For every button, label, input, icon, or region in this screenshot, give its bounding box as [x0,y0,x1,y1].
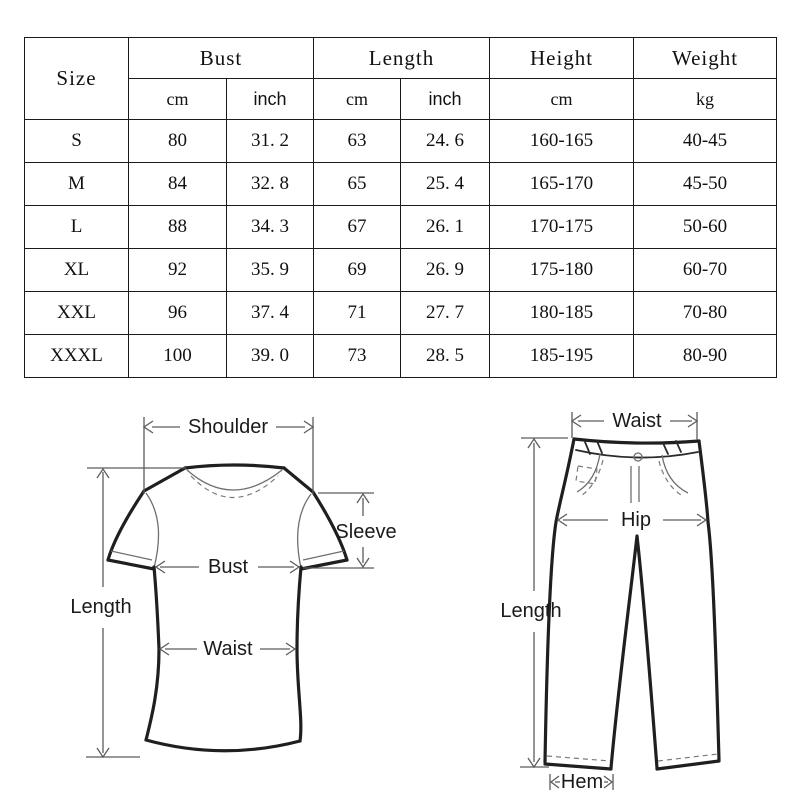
cell-bust-inch: 34. 3 [227,206,314,249]
tshirt-left-cuff [108,560,154,569]
col-header-height: Height [490,38,634,79]
tshirt-waist-label: Waist [203,638,253,660]
pants-left-hem [545,764,611,769]
cell-size: S [25,120,129,163]
cell-weight: 80-90 [634,335,777,378]
unit-header-height-cm: cm [490,79,634,120]
pants-fly-lines [631,466,639,503]
pants-hem-label: Hem [560,771,604,793]
cell-weight: 45-50 [634,163,777,206]
cell-bust-cm: 100 [129,335,227,378]
tshirt-neck-top [185,465,284,468]
cell-length-cm: 73 [314,335,401,378]
tshirt-collar-stitch [191,476,278,498]
cell-weight: 70-80 [634,292,777,335]
table-row-s [25,120,777,163]
tshirt-left-sleeve-outer [108,491,144,560]
cell-bust-cm: 92 [129,249,227,292]
unit-header-weight-kg: kg [634,79,777,120]
col-header-bust: Bust [129,38,314,79]
table-row-l [25,206,777,249]
unit-header-bust-cm: cm [129,79,227,120]
pants-right-hem [657,761,719,769]
tshirt-left-armhole-seam [146,493,159,568]
tshirt-hem [146,740,300,751]
col-header-length: Length [314,38,490,79]
cell-bust-inch: 37. 4 [227,292,314,335]
table-row-m [25,163,777,206]
unit-header-length-inch: inch [401,79,490,120]
tshirt-length-label: Length [70,596,132,618]
cell-length-inch: 27. 7 [401,292,490,335]
cell-bust-cm: 96 [129,292,227,335]
shoulder-arrowhead-left [144,421,153,433]
cell-length-inch: 26. 9 [401,249,490,292]
cell-weight: 60-70 [634,249,777,292]
measurement-diagrams [0,390,800,800]
cell-length-inch: 26. 1 [401,206,490,249]
tshirt-left-shoulder [144,468,185,491]
cell-size: M [25,163,129,206]
tshirt-collar-opening [187,470,282,490]
cell-length-cm: 67 [314,206,401,249]
tshirt-sleeve-label: Sleeve [335,521,397,543]
col-header-weight: Weight [634,38,777,79]
cell-weight: 50-60 [634,206,777,249]
cell-length-cm: 69 [314,249,401,292]
cell-length-cm: 71 [314,292,401,335]
unit-header-length-cm: cm [314,79,401,120]
shoulder-arrowhead-right [304,421,313,433]
cell-bust-cm: 80 [129,120,227,163]
cell-height: 175-180 [490,249,634,292]
pants-waistband-top [574,439,699,443]
size-chart-table [24,37,777,378]
tshirt-right-side [297,567,301,741]
tshirt-right-shoulder [284,468,313,492]
table-row-xl [25,249,777,292]
cell-weight: 40-45 [634,120,777,163]
cell-height: 170-175 [490,206,634,249]
pants-right-pocket [662,455,688,493]
tshirt-shoulder-label: Shoulder [187,416,269,438]
cell-length-inch: 25. 4 [401,163,490,206]
pants-right-outer-seam [699,441,719,760]
pants-right-hem-stitch [658,754,718,761]
cell-bust-inch: 35. 9 [227,249,314,292]
cell-bust-cm: 84 [129,163,227,206]
tshirt-left-cuff-stitch [111,551,152,560]
cell-length-cm: 63 [314,120,401,163]
cell-height: 165-170 [490,163,634,206]
cell-height: 180-185 [490,292,634,335]
tshirt-right-armhole-seam [298,494,311,568]
pants-inner-seams [611,536,657,768]
unit-header-bust-inch: inch [227,79,314,120]
pants-hip-label: Hip [620,509,652,531]
table-row-xxxl [25,335,777,378]
tshirt-diagram [70,416,396,757]
cell-length-inch: 28. 5 [401,335,490,378]
col-header-size: Size [25,38,129,120]
cell-length-cm: 65 [314,163,401,206]
pants-left-hem-stitch [547,756,610,761]
pants-diagram [500,410,719,793]
cell-bust-inch: 31. 2 [227,120,314,163]
cell-bust-cm: 88 [129,206,227,249]
cell-size: L [25,206,129,249]
pants-length-label: Length [500,600,562,622]
cell-size: XL [25,249,129,292]
cell-height: 185-195 [490,335,634,378]
cell-bust-inch: 32. 8 [227,163,314,206]
cell-size: XXXL [25,335,129,378]
pants-waist-label: Waist [612,410,662,432]
cell-bust-inch: 39. 0 [227,335,314,378]
tshirt-left-side [146,567,159,740]
tshirt-right-cuff-stitch [303,551,344,560]
cell-height: 160-165 [490,120,634,163]
size-chart [24,37,777,378]
cell-length-inch: 24. 6 [401,120,490,163]
pants-left-pocket [577,454,600,492]
cell-size: XXL [25,292,129,335]
table-row-xxl [25,292,777,335]
tshirt-bust-label: Bust [207,556,249,578]
